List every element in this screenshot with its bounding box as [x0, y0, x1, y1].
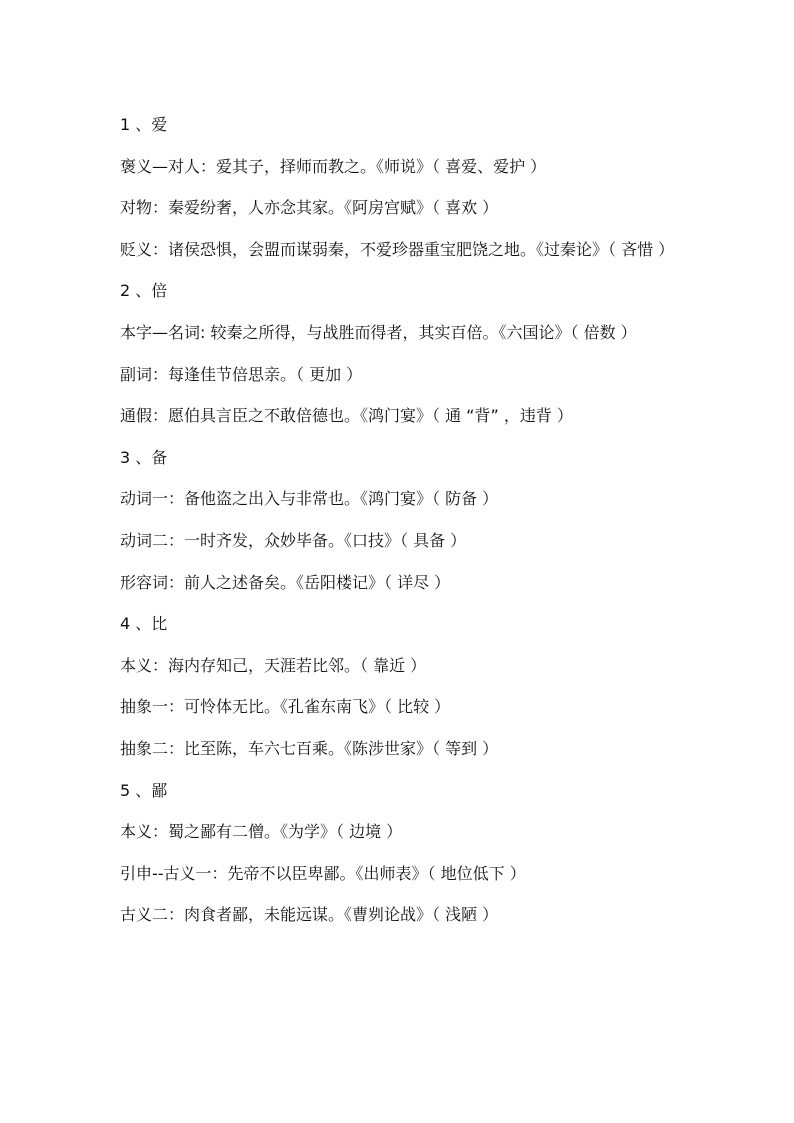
heading-3-bei: 3 、备: [120, 447, 168, 467]
heading-4-bi: 4 、比: [120, 614, 168, 634]
entry-line: 抽象一：可怜体无比。《孔雀东南飞》（ 比较 ）: [120, 697, 451, 717]
entry-line: 形容词：前人之述备矣。《岳阳楼记》（ 详尽 ）: [120, 572, 451, 592]
document-body: [120, 104, 692, 936]
entry-line: 贬义：诸侯恐惧，会盟而谋弱秦，不爱珍器重宝肥饶之地。《过秦论》（ 吝惜 ）: [120, 239, 675, 259]
entry-line: 本义：海内存知己，天涯若比邻。（ 靠近 ）: [120, 655, 427, 675]
entry-line: 对物：秦爱纷奢，人亦念其家。《阿房宫赋》（ 喜欢 ）: [120, 198, 499, 218]
entry-line: 本义：蜀之鄙有二僧。《为学》（ 边境 ）: [120, 822, 403, 842]
entry-line: 引申--古义一：先帝不以臣卑鄙。《出师表》（ 地位低下 ）: [120, 863, 526, 883]
entry-line: 动词一：备他盗之出入与非常也。《鸿门宴》（ 防备 ）: [120, 489, 499, 509]
entry-line: 本字—名词: 较秦之所得，与战胜而得者，其实百倍。《六国论》（ 倍数 ）: [120, 322, 637, 342]
entry-line: 通假：愿伯具言臣之不敢倍德也。《鸿门宴》（ 通 “背” ，违背 ）: [120, 406, 573, 426]
entry-line: 副词：每逢佳节倍思亲。（ 更加 ）: [120, 364, 363, 384]
heading-1-ai: 1 、爱: [120, 115, 168, 134]
entry-line: 动词二：一时齐发，众妙毕备。《口技》（ 具备 ）: [120, 530, 467, 550]
entry-line: 古义二：肉食者鄙，未能远谋。《曹刿论战》（ 浅陋 ）: [120, 905, 499, 925]
heading-5-bi: 5 、鄙: [120, 780, 168, 800]
heading-2-bei: 2 、倍: [120, 281, 168, 301]
entry-line: 抽象二：比至陈，车六七百乘。《陈涉世家》（ 等到 ）: [120, 738, 499, 758]
entry-line: 褒义—对人：爱其子，择师而教之。《师说》（ 喜爱、爱护 ）: [120, 156, 547, 176]
